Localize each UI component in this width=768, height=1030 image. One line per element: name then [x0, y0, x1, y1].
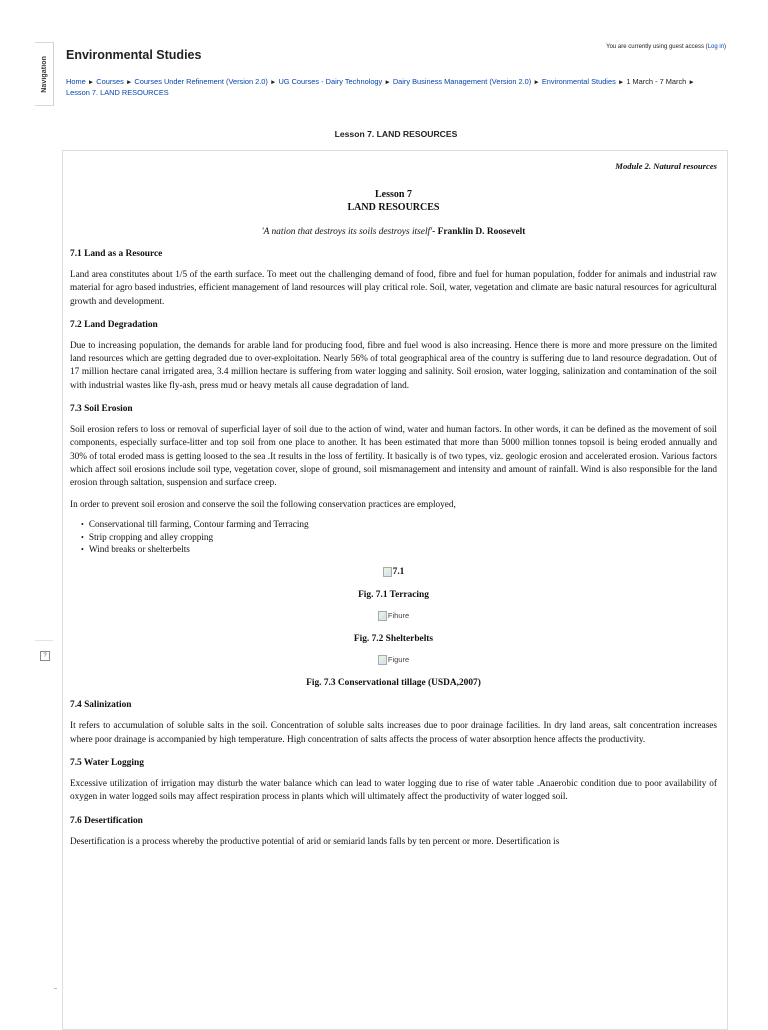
figure-alt-text: Figure [387, 655, 410, 665]
section-title: 7.4 Salinization [70, 700, 132, 711]
breadcrumb [66, 77, 706, 98]
figure-alt-text: 7.1 [392, 567, 405, 578]
breadcrumb-lesson[interactable]: Lesson 7. LAND RESOURCES [66, 88, 169, 97]
broken-image-icon [378, 655, 387, 665]
section-title: 7.1 Land as a Resource [70, 249, 163, 259]
breadcrumb-courses[interactable]: Courses [96, 77, 124, 86]
breadcrumb-separator-icon: ► [688, 79, 695, 86]
lesson-number: Lesson 7 [375, 189, 412, 200]
lesson-content-box [62, 150, 728, 1030]
section-intro: In order to prevent soil erosion and conserve the soil the following conservation practices are employed, [70, 499, 456, 510]
navigation-label: Navigation [40, 55, 48, 93]
breadcrumb-separator-icon: ► [384, 79, 391, 86]
login-link[interactable]: Log in [707, 44, 724, 50]
broken-image-icon [383, 567, 392, 577]
quote-author: - Franklin D. Roosevelt [432, 227, 526, 237]
sidebar-divider [35, 640, 53, 641]
section-body: Land area constitutes about 1/5 of the earth surface. To meet out the challenging demand of food, fibre and fuel for human population, fodder for animals and industrial raw material for agro based industries, efficient management of land resources will play critical role. Soil, water, vegetation and climate are basic natural resources for agricultural growth and development. [70, 270, 717, 307]
broken-image-icon [378, 611, 387, 621]
breadcrumb-courses-under-refinement[interactable]: Courses Under Refinement (Version 2.0) [134, 77, 268, 86]
course-title: Environmental Studies [66, 48, 202, 62]
guest-access-notice [606, 44, 726, 50]
lesson-name: LAND RESOURCES [347, 202, 440, 213]
page-title: Lesson 7. LAND RESOURCES [334, 129, 458, 139]
quote-text: 'A nation that destroys its soils destroys itself' [261, 227, 433, 237]
navigation-block-tab[interactable] [35, 42, 54, 106]
breadcrumb-separator-icon: ► [125, 79, 133, 86]
guest-access-text: You are currently using guest access ( [606, 44, 708, 50]
breadcrumb-ug-courses[interactable]: UG Courses - Dairy Technology [278, 77, 383, 86]
section-title: 7.5 Water Logging [70, 758, 144, 769]
section-body: Soil erosion refers to loss or removal of superficial layer of soil due to the action of wind, water and human factors. In other words, it can be defined as the movement of soil components, especially surface-litter and top soil from one place to another. It has been estimated that more than 5000 million tonnes topsoil is being eroded annually and 30% of total eroded mass is getting loosed to the sea .It results in the loss of fertility. It basically is of two types, viz. geologic erosion and accelerated erosion. Various factors which affect soil erosions include soil type, vegetation cover, slope of ground, soil mismanagement and intensity and amount of rainfall. Wind is also responsible for the land erosion through saltation, suspension and surface creep. [70, 425, 717, 489]
breadcrumb-separator-icon: ► [617, 79, 625, 86]
breadcrumb-separator-icon: ► [87, 79, 95, 86]
breadcrumb-dairy-business[interactable]: Dairy Business Management (Version 2.0) [392, 77, 532, 86]
section-body: Excessive utilization of irrigation may disturb the water balance which can lead to water logging due to rise of water table .Anaerobic condition due to poor availability of oxygen in water logged soils may affect respiration process in plants which will ultimately affect the productivity of water logged soil. [70, 779, 717, 803]
section-body: Desertification is a process whereby the productive potential of arid or semiarid lands falls by ten percent or more. Desertification is [70, 836, 560, 847]
breadcrumb-separator-icon: ► [269, 79, 277, 86]
conservation-practices-list [70, 519, 717, 557]
quote [70, 226, 717, 238]
guest-access-close: ) [724, 44, 726, 50]
section-body: It refers to accumulation of soluble salts in the soil. Concentration of soluble salts increases due to poor drainage facilities. In dry land areas, salt concentration increases where poor drainage is accompanied by high temperature. High concentration of salts affects the process of water absorption hence affects the productivity. [70, 721, 717, 745]
figure-7-2-image [70, 611, 717, 621]
dock-block-icon[interactable]: ? [40, 651, 50, 661]
list-item: • Conservational till farming, Contour farming and Terracing [81, 519, 717, 532]
scroll-marker [54, 988, 57, 989]
section-title: 7.3 Soil Erosion [70, 404, 133, 415]
list-item: • Wind breaks or shelterbelts [81, 544, 717, 557]
section-body: Due to increasing population, the demands for arable land for producing food, fibre and fuel wood is also increasing. Hence there is more and more pressure on the limited land resources which are getting degraded due to over-exploitation. Nearly 56% of total geographical area of the country is suffering due to land resource degradation. Out of 17 million hectare canal irrigated area, 3.4 million hectare is suffering from water logging and salinity. Soil erosion, water logging, salinization and contamination of the soil with industrial wastes like fly-ash, press mud or heavy metals all cause degradation of land. [70, 340, 717, 391]
breadcrumb-week: 1 March - 7 March [626, 77, 687, 86]
breadcrumb-separator-icon: ► [533, 79, 540, 86]
figure-caption: Fig. 7.2 Shelterbelts [353, 634, 434, 645]
figure-caption: Fig. 7.3 Conservational tillage (USDA,2007) [306, 678, 481, 689]
figure-7-1-image [70, 567, 717, 577]
figure-caption: Fig. 7.1 Terracing [358, 590, 429, 601]
figure-alt-text: Fihure [387, 611, 410, 621]
breadcrumb-home[interactable]: Home [66, 77, 86, 86]
section-title: 7.2 Land Degradation [70, 319, 158, 330]
breadcrumb-environmental-studies[interactable]: Environmental Studies [541, 77, 616, 86]
list-item: • Strip cropping and alley cropping [81, 532, 717, 545]
section-title: 7.6 Desertification [70, 815, 143, 826]
figure-7-3-image [70, 655, 717, 665]
module-label: Module 2. Natural resources [615, 161, 717, 171]
